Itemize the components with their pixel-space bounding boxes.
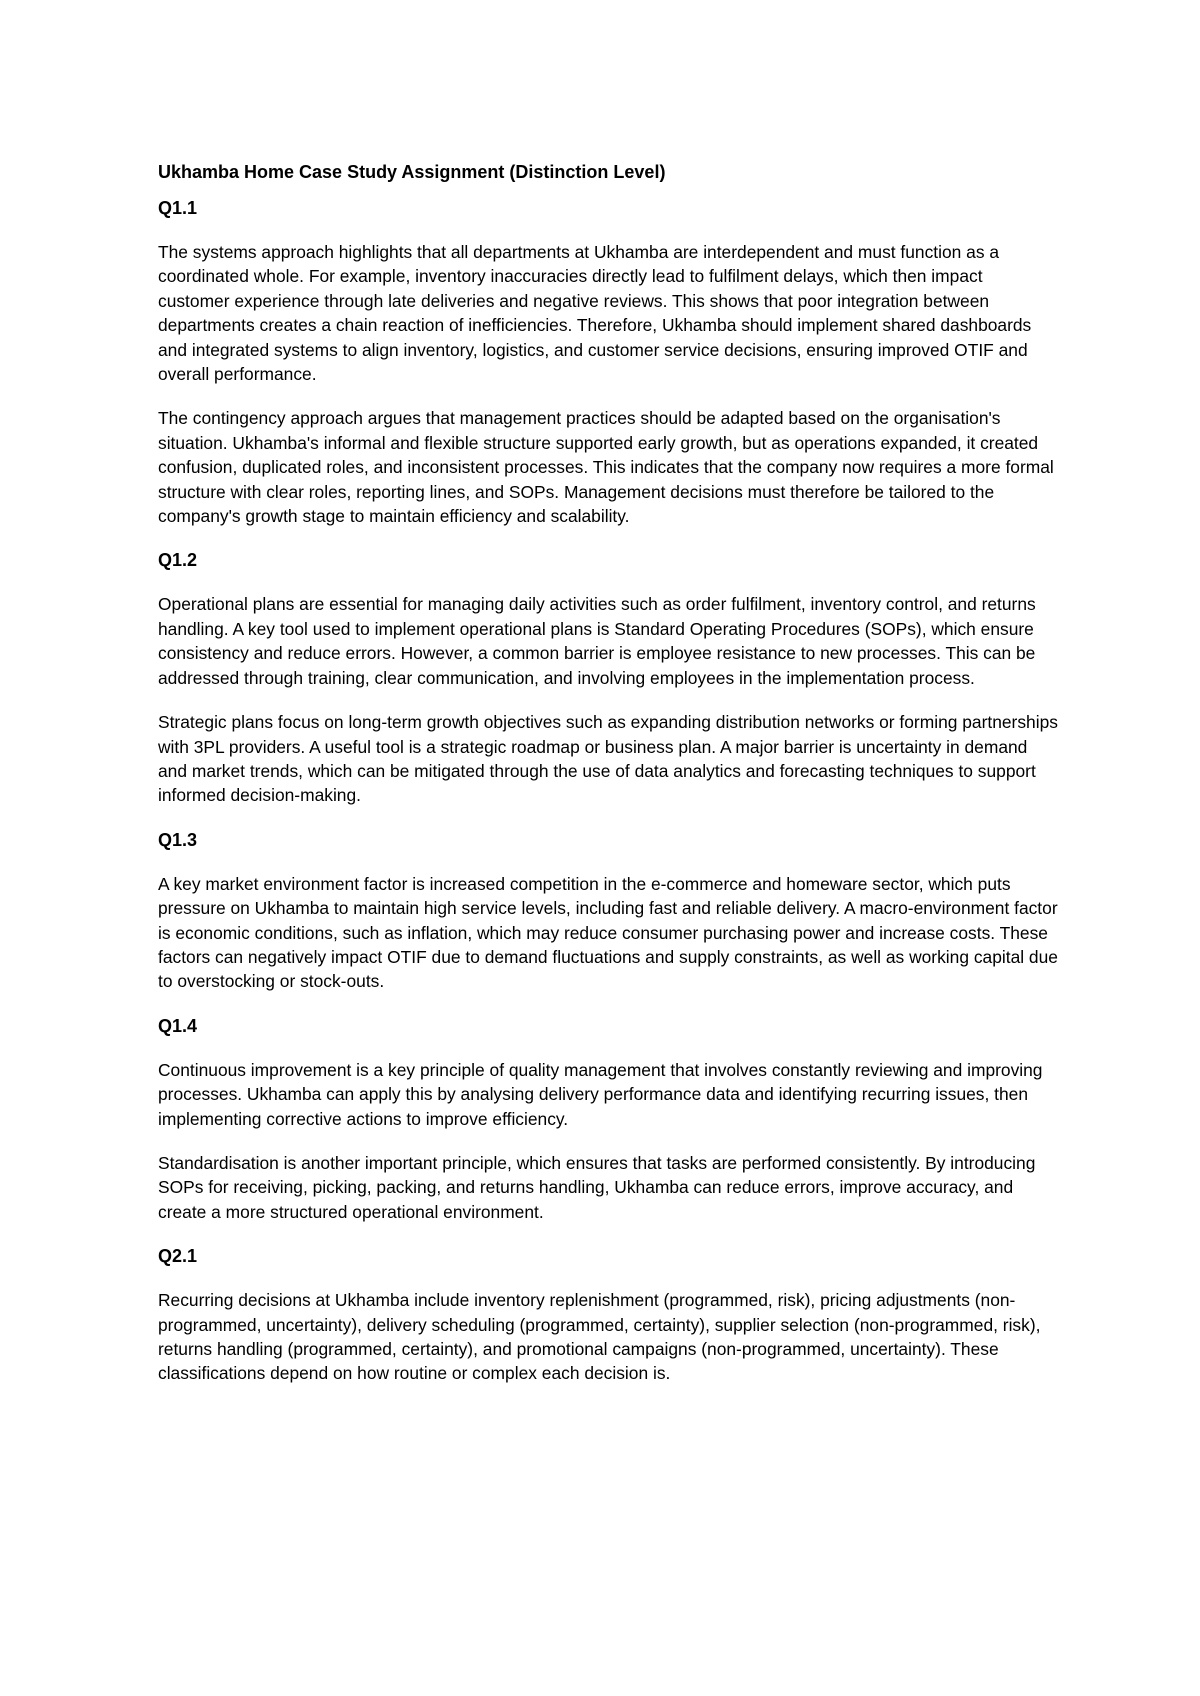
paragraph: Recurring decisions at Ukhamba include inventory replenishment (programmed, risk), pricing adjustments (non-programmed, uncertainty), delivery scheduling (programmed, certainty), supplier selection (non-programmed, risk), returns handling (programmed, certainty), and promotional campaigns (non-programmed, uncertainty). These classifications depend on how routine or complex each decision is.	[158, 1290, 1041, 1384]
section-heading: Q1.1	[158, 198, 198, 218]
paragraph: Continuous improvement is a key principle of quality management that involves constantly reviewing and improving processes. Ukhamba can apply this by analysing delivery performance data and identifying recurring issues, then implementing corrective actions to improve efficiency.	[158, 1059, 1043, 1129]
section-q2-1	[158, 1244, 1058, 1386]
paragraph: Strategic plans focus on long-term growth objectives such as expanding distribution networks or forming partnerships with 3PL providers. A useful tool is a strategic roadmap or business plan. A major barrier is uncertainty in demand and market trends, which can be mitigated through the use of data analytics and forecasting techniques to support informed decision-making.	[158, 712, 1058, 806]
section-heading: Q1.4	[158, 1015, 198, 1036]
paragraph: Standardisation is another important principle, which ensures that tasks are performed consistently. By introducing SOPs for receiving, picking, packing, and returns handling, Ukhamba can reduce errors, improve accuracy, and create a more structured operational environment.	[158, 1152, 1036, 1222]
section-heading: Q1.3	[158, 829, 198, 850]
section-q1-3	[158, 828, 1058, 994]
section-q1-2	[158, 548, 1058, 807]
paragraph: The systems approach highlights that all departments at Ukhamba are interdependent and must function as a coordinated whole. For example, inventory inaccuracies directly lead to fulfilment delays, which then impact customer experience through late deliveries and negative reviews. This shows that poor integration between departments creates a chain reaction of inefficiencies. Therefore, Ukhamba should implement shared dashboards and integrated systems to align inventory, logistics, and customer service decisions, ensuring improved OTIF and overall performance.	[158, 242, 1032, 385]
document-title: Ukhamba Home Case Study Assignment (Distinction Level)	[158, 162, 666, 182]
paragraph: Operational plans are essential for managing daily activities such as order fulfilment, inventory control, and returns handling. A key tool used to implement operational plans is Standard Operating Procedures (SOPs), which ensure consistency and reduce errors. However, a common barrier is employee resistance to new processes. This can be addressed through training, clear communication, and involving employees in the implementation process.	[158, 594, 1036, 688]
section-q1-4	[158, 1014, 1058, 1224]
section-q1-1	[158, 196, 1058, 528]
paragraph: A key market environment factor is increased competition in the e-commerce and homeware sector, which puts pressure on Ukhamba to maintain high service levels, including fast and reliable delivery. A macro-environment factor is economic conditions, such as inflation, which may reduce consumer purchasing power and increase costs. These factors can negatively impact OTIF due to demand fluctuations and supply constraints, as well as working capital due to overstocking or stock-outs.	[158, 873, 1058, 992]
paragraph: The contingency approach argues that management practices should be adapted based on the organisation's situation. Ukhamba's informal and flexible structure supported early growth, but as operations expanded, it created confusion, duplicated roles, and inconsistent processes. This indicates that the company now requires a more formal structure with clear roles, reporting lines, and SOPs. Management decisions must therefore be tailored to the company's growth stage to maintain efficiency and scalability.	[158, 408, 1054, 527]
section-heading: Q2.1	[158, 1246, 198, 1267]
section-heading: Q1.2	[158, 550, 198, 571]
document-page	[158, 160, 1058, 1406]
